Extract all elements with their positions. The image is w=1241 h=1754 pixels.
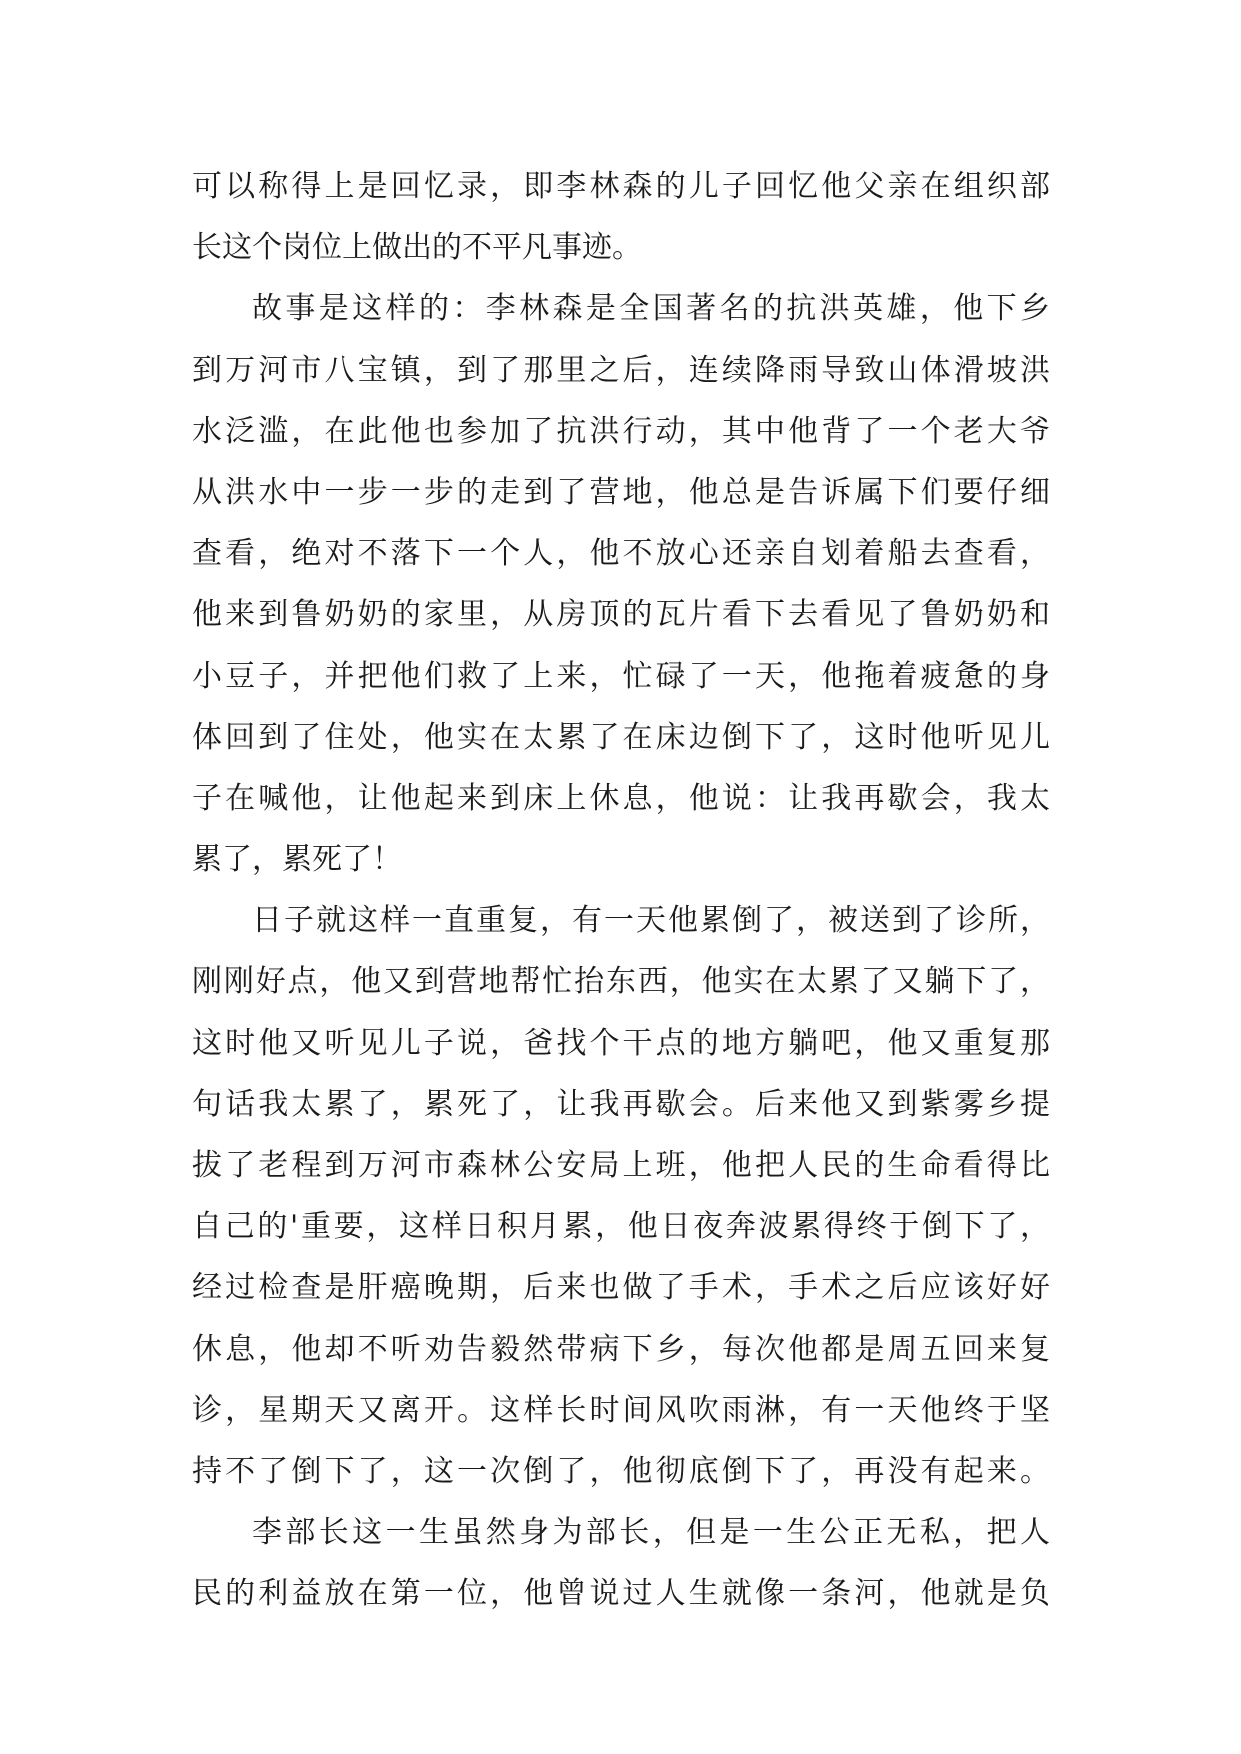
text-line: 自己的'重要，这样日积月累，他日夜奔波累得终于倒下了，	[192, 1209, 1050, 1245]
text-line: 体回到了住处，他实在太累了在床边倒下了，这时他听见儿	[192, 719, 1050, 755]
text-line: 句话我太累了，累死了，让我再歇会。后来他又到紫雾乡提	[192, 1086, 1050, 1122]
text-line: 子在喊他，让他起来到床上休息，他说：让我再歇会，我太	[192, 780, 1050, 816]
text-line: 他来到鲁奶奶的家里，从房顶的瓦片看下去看见了鲁奶奶和	[192, 597, 1050, 633]
text-line: 拔了老程到万河市森林公安局上班，他把人民的生命看得比	[192, 1148, 1050, 1183]
text-line: 故事是这样的：李林森是全国著名的抗洪英雄，他下乡	[252, 291, 1050, 327]
text-line: 查看，绝对不落下一个人，他不放心还亲自划着船去查看，	[192, 536, 1050, 572]
text-line: 李部长这一生虽然身为部长，但是一生公正无私，把人	[252, 1515, 1050, 1551]
text-line: 日子就这样一直重复，有一天他累倒了，被送到了诊所，	[252, 903, 1050, 939]
paragraph	[192, 156, 1050, 278]
paragraph	[192, 890, 1050, 1502]
text-line: 小豆子，并把他们救了上来，忙碌了一天，他拖着疲惫的身	[192, 658, 1050, 694]
paragraph	[192, 278, 1050, 890]
text-line: 长这个岗位上做出的不平凡事迹。	[192, 230, 642, 266]
text-line: 水泛滥，在此他也参加了抗洪行动，其中他背了一个老大爷	[192, 413, 1050, 449]
document-body	[192, 156, 1050, 1625]
text-line: 持不了倒下了，这一次倒了，他彻底倒下了，再没有起来。	[192, 1453, 1050, 1489]
text-line: 这时他又听见儿子说，爸找个干点的地方躺吧，他又重复那	[192, 1025, 1050, 1061]
text-line: 休息，他却不听劝告毅然带病下乡，每次他都是周五回来复	[192, 1331, 1050, 1367]
text-line: 刚刚好点，他又到营地帮忙抬东西，他实在太累了又躺下了，	[192, 964, 1050, 1000]
text-line: 从洪水中一步一步的走到了营地，他总是告诉属下们要仔细	[192, 474, 1050, 510]
text-line: 民的利益放在第一位，他曾说过人生就像一条河，他就是负	[192, 1576, 1050, 1612]
text-line: 可以称得上是回忆录，即李林森的儿子回忆他父亲在组织部	[192, 169, 1050, 204]
text-line: 累了，累死了！	[192, 842, 402, 878]
text-line: 经过检查是肝癌晚期，后来也做了手术，手术之后应该好好	[192, 1270, 1050, 1306]
text-line: 到万河市八宝镇，到了那里之后，连续降雨导致山体滑坡洪	[192, 352, 1050, 388]
text-line: 诊，星期天又离开。这样长时间风吹雨淋，有一天他终于坚	[192, 1392, 1050, 1428]
paragraph	[192, 1502, 1050, 1624]
